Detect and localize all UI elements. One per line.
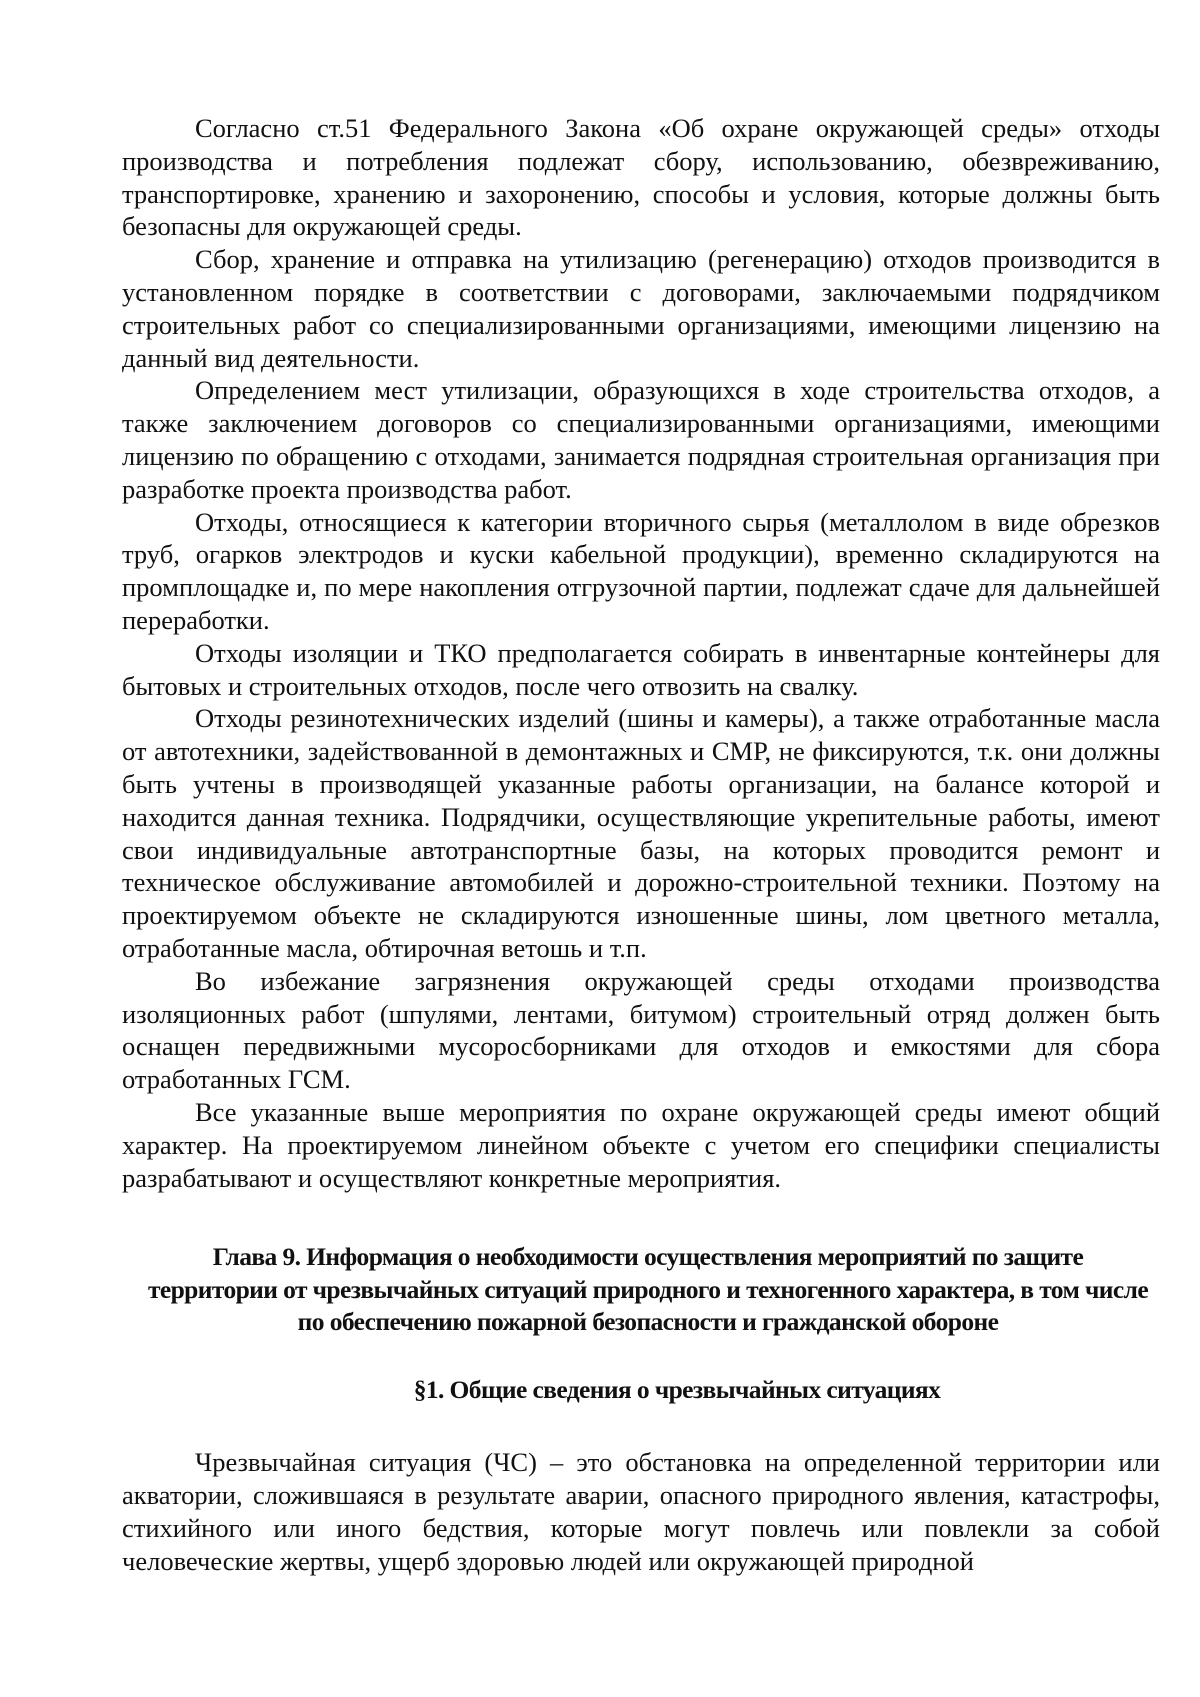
chapter-heading: Глава 9. Информация о необходимости осуществления мероприятий по защите территории от чрезвычайных ситуаций природного и техногенного характера, в том числе по обеспечению пожарной безопасности и гражданской обороне bbox=[147, 1242, 1149, 1337]
paragraph-waste-law: Согласно ст.51 Федерального Закона «Об охране окружающей среды» отходы производства и потребления подлежат сбору, использованию, обезвреживанию, транспортировке, хранению и захоронению, способы и условия, которые должны быть безопасны для окружающей среды. bbox=[122, 113, 1160, 242]
paragraph-general-measures: Все указанные выше мероприятия по охране окружающей среды имеют общий характер. На проектируемом линейном объекте с учетом его специфики специалисты разрабатывают и осуществляют конкретные мероприятия. bbox=[122, 1096, 1160, 1193]
paragraph-emergency-definition: Чрезвычайная ситуация (ЧС) – это обстановка на определенной территории или акватории, сложившаяся в результате аварии, опасного природного явления, катастрофы, стихийного или иного бедствия, которые могут повлечь или повлекли за собой человеческие жертвы, ущерб здоровью людей или окружающей природной bbox=[122, 1447, 1160, 1576]
paragraph-pollution-prevention: Во избежание загрязнения окружающей среды отходами производства изоляционных работ (шпулями, лентами, битумом) строительный отряд должен быть оснащен передвижными мусоросборниками для отходов и емкостями для сбора отработанных ГСМ. bbox=[122, 965, 1160, 1095]
paragraph-insulation-waste: Отходы изоляции и ТКО предполагается собирать в инвентарные контейнеры для бытовых и строительных отходов, после чего отвозить на свалку. bbox=[122, 637, 1160, 701]
section-heading: §1. Общие сведения о чрезвычайных ситуациях bbox=[413, 1374, 941, 1404]
paragraph-waste-collection: Сбор, хранение и отправка на утилизацию (регенерацию) отходов производится в установленном порядке в соответствии с договорами, заключаемыми подрядчиком строительных работ со специализированными организациями, имеющими лицензию на данный вид деятельности. bbox=[122, 244, 1160, 373]
paragraph-secondary-raw: Отходы, относящиеся к категории вторичного сырья (металлолом в виде обрезков труб, огарков электродов и куски кабельной продукции), временно складируются на промплощадке и, по мере накопления отгрузочной партии, подлежат сдаче для дальнейшей переработки. bbox=[122, 506, 1160, 635]
paragraph-rubber-waste: Отходы резинотехнических изделий (шины и камеры), а также отработанные масла от автотехники, задействованной в демонтажных и СМР, не фиксируются, т.к. они должны быть учтены в производящей указанные работы организации, на балансе которой и находится данная техника. Подрядчики, осуществляющие укрепительные работы, имеют свои индивидуальные автотранспортные базы, на которых проводится ремонт и техническое обслуживание автомобилей и дорожно-строительной техники. Поэтому на проектируемом объекте не складируются изношенные шины, лом цветного металла, отработанные масла, обтирочная ветошь и т.п. bbox=[122, 703, 1160, 963]
paragraph-disposal-sites: Определением мест утилизации, образующихся в ходе строительства отходов, а также заключением договоров со специализированными организациями, имеющими лицензию по обращению с отходами, занимается подрядная строительная организация при разработке проекта производства работ. bbox=[122, 375, 1160, 504]
document-body bbox=[122, 112, 1160, 1577]
